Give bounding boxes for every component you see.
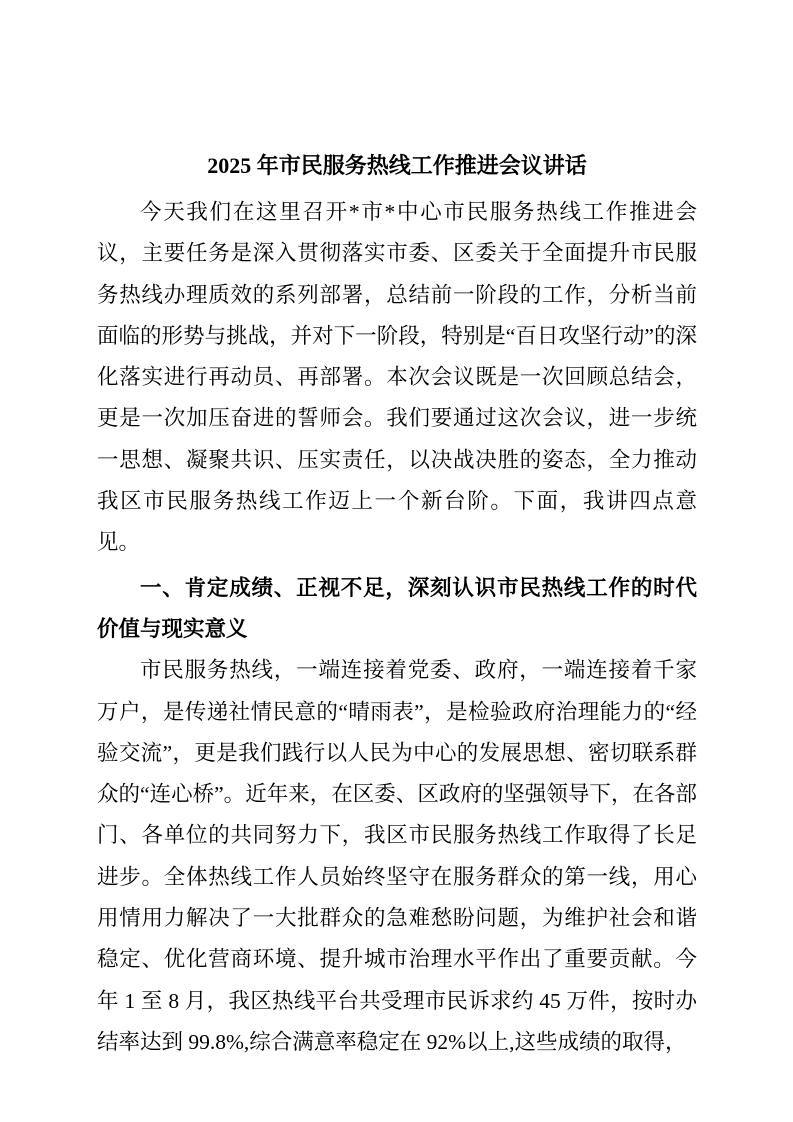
paragraph-achievements: 市民服务热线，一端连接着党委、政府，一端连接着千家万户，是传递社情民意的“晴雨表”，是检验政府治理能力的“经验交流”，更是我们践行以人民为中心的发展思想、密切联系群众的“连心桥”。近年来，在区委、区政府的坚强领导下，在各部门、各单位的共同努力下，我区市民服务热线工作取得了长足进步。全体热线工作人员始终坚守在服务群众的第一线，用心用情用力解决了一大批群众的急难愁盼问题，为维护社会和谐稳定、优化营商环境、提升城市治理水平作出了重要贡献。今年 1 至 8 月，我区热线平台共受理市民诉求约 45 万件，按时办结率达到 99.8%,综合满意率稳定在 92%以上,这些成绩的取得， [97,658,697,1054]
section-heading-1: 一、肯定成绩、正视不足，深刻认识市民热线工作的时代价值与现实意义 [97,575,697,641]
paragraph-intro: 今天我们在这里召开*市*中心市民服务热线工作推进会议，主要任务是深入贯彻落实市委、区委关于全面提升市民服务热线办理质效的系列部署，总结前一阶段的工作，分析当前面临的形势与挑战，并对下一阶段，特别是“百日攻坚行动”的深化落实进行再动员、再部署。本次会议既是一次回顾总结会，更是一次加压奋进的誓师会。我们要通过这次会议，进一步统一思想、凝聚共识、压实责任，以决战决胜的姿态，全力推动我区市民服务热线工作迈上一个新台阶。下面，我讲四点意见。 [97,200,697,555]
document-title: 2025 年市民服务热线工作推进会议讲话 [207,153,587,178]
